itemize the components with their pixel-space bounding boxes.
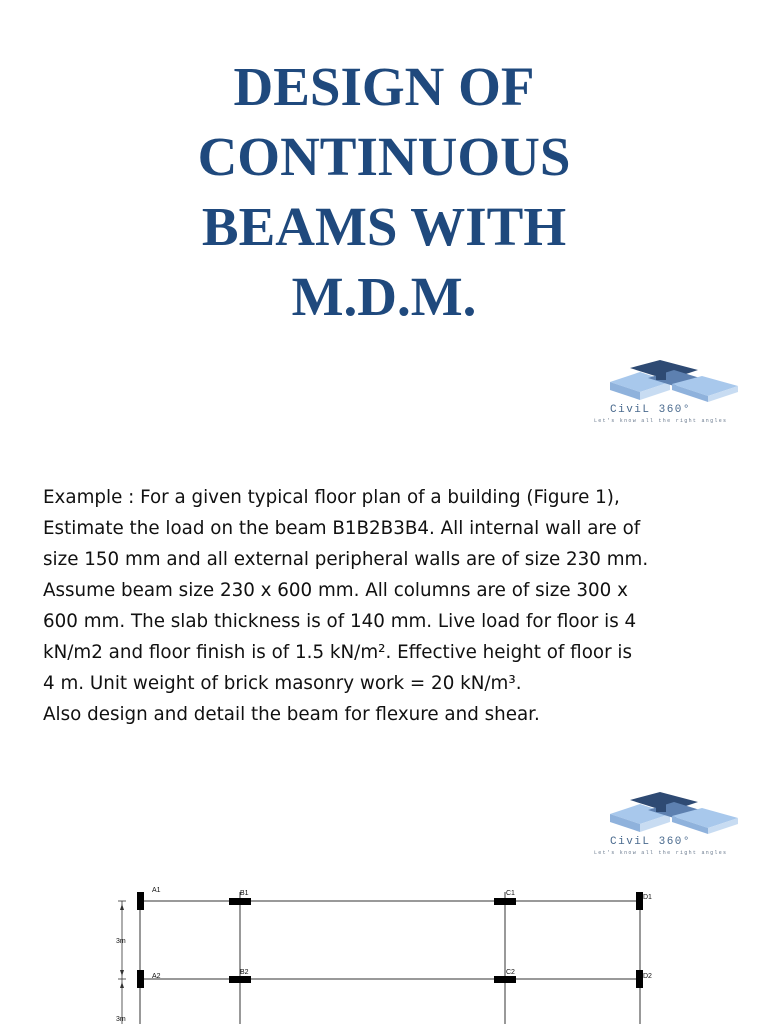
- example-line-2: Estimate the load on the beam B1B2B3B4. All internal wall are of: [43, 518, 641, 539]
- label-d2: D2: [643, 973, 652, 980]
- example-line-4: Assume beam size 230 x 600 mm. All columns are of size 300 x: [43, 580, 628, 601]
- title-line-1: DESIGN OF: [233, 56, 535, 117]
- title-line-4: M.D.M.: [291, 266, 477, 327]
- label-a1: A1: [152, 887, 161, 894]
- logo-tagline: Let's know all the right angles: [594, 418, 728, 424]
- example-line-5: 600 mm. The slab thickness is of 140 mm. Live load for floor is 4: [43, 611, 637, 632]
- logo-name: CiviL 360°: [610, 404, 692, 416]
- civil360-logo-2: [588, 790, 760, 860]
- column-c1: [494, 898, 516, 905]
- column-d1: [636, 892, 643, 910]
- example-line-1: Example : For a given typical floor plan of a building (Figure 1),: [43, 487, 620, 508]
- floor-plan-drawing: [100, 880, 660, 1024]
- example-line-7: 4 m. Unit weight of brick masonry work = 20 kN/m³.: [43, 673, 522, 694]
- column-d2: [636, 970, 643, 988]
- example-line-8: Also design and detail the beam for flexure and shear.: [43, 704, 540, 725]
- civil360-logo: [588, 358, 760, 428]
- example-paragraph: [43, 482, 733, 730]
- label-d1: D1: [643, 894, 652, 901]
- dimension-label-2: 3m: [116, 1016, 126, 1023]
- floor-plan-figure: [100, 880, 660, 1024]
- dimension-label-1: 3m: [116, 938, 126, 945]
- page-title: [0, 52, 768, 332]
- column-a1: [137, 892, 144, 910]
- label-c1: C1: [506, 890, 515, 897]
- title-line-2: CONTINUOUS: [197, 126, 571, 187]
- logo-tagline-2: Let's know all the right angles: [594, 850, 728, 856]
- column-a2: [137, 970, 144, 988]
- column-b1: [229, 898, 251, 905]
- label-a2: A2: [152, 973, 161, 980]
- label-b2: B2: [240, 969, 249, 976]
- example-line-3: size 150 mm and all external peripheral walls are of size 230 mm.: [43, 549, 649, 570]
- label-b1: B1: [240, 890, 249, 897]
- label-c2: C2: [506, 969, 515, 976]
- logo-mark-icon-2: [588, 790, 760, 836]
- column-b2: [229, 976, 251, 983]
- example-line-6: kN/m2 and floor finish is of 1.5 kN/m². Effective height of floor is: [43, 642, 632, 663]
- logo-mark-icon: [588, 358, 760, 404]
- title-line-3: BEAMS WITH: [201, 196, 567, 257]
- logo-name-2: CiviL 360°: [610, 836, 692, 848]
- column-c2: [494, 976, 516, 983]
